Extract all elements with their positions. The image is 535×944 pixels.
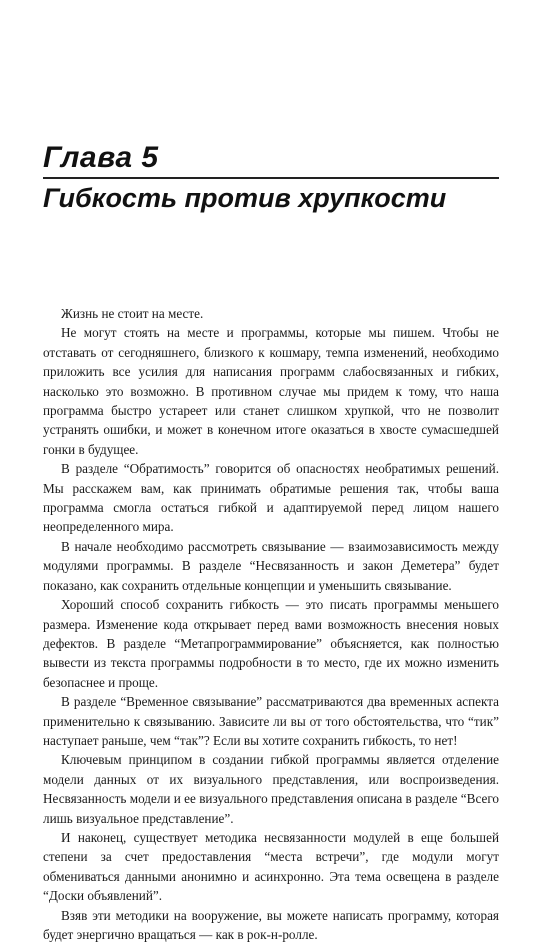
chapter-title: Гибкость против хрупкости	[43, 183, 447, 213]
paragraph-4: В начале необходимо рассмотреть связывание — взаимозависимость между модулями программы. В разделе “Несвязанность и закон Деметера” будет показано, как сохранить отдельные концепции и уменьшить связывание.	[43, 538, 499, 593]
paragraph-3: В разделе “Обратимость” говорится об опасностях необратимых решений. Мы расскажем вам, как принимать обратимые решения так, чтобы ваша программа смогла остаться гибкой и адаптируемой перед лицом нашего неопределенного мира.	[43, 461, 499, 535]
paragraph-1: Жизнь не стоит на месте.	[61, 306, 204, 321]
paragraph-9: Взяв эти методики на вооружение, вы можете написать программу, которая будет энергично вращаться — как в рок-н-ролле.	[43, 907, 499, 942]
chapter-body	[43, 304, 499, 944]
paragraph-8: И наконец, существует методика несвязанности модулей в еще большей степени за счет предоставления “места встречи”, где модули могут обмениваться данными анонимно и асинхронно. Эта тема освещена в разделе “Доски объявлений”.	[43, 829, 499, 904]
paragraph-2: Не могут стоять на месте и программы, которые мы пишем. Чтобы не отставать от сегодняшнего, близкого к кошмару, темпа изменений, необходимо приложить все усилия для написания программ слабосвязанных и гибких, насколько это возможно. В противном случае мы придем к тому, что наша программа быстро устареет или станет слишком хрупкой, что не позволит устранять ошибки, и может в конечном итоге оказаться в хвосте сумасшедшей гонки в будущее.	[43, 325, 499, 457]
paragraph-6: В разделе “Временное связывание” рассматриваются два временных аспекта применительно к связыванию. Зависите ли вы от того обстоятельства, что “тик” наступает раньше, чем “так”? Если вы хотите сохранить гибкость, то нет!	[43, 694, 499, 748]
chapter-rule	[43, 177, 499, 179]
paragraph-7: Ключевым принципом в создании гибкой программы является отделение модели данных от их визуального представления, или воспроизведения. Несвязанность модели и ее визуального представления описана в разделе “Всего лишь визуальное представление”.	[43, 752, 499, 826]
paragraph-5: Хороший способ сохранить гибкость — это писать программы меньшего размера. Изменение кода открывает перед вами возможность внесения новых дефектов. В разделе “Метапрограммирование” объясняется, как полностью вывести из текста программы подробности в то место, где их можно изменить безопаснее и проще.	[43, 597, 499, 690]
chapter-label: Глава 5	[43, 141, 159, 174]
